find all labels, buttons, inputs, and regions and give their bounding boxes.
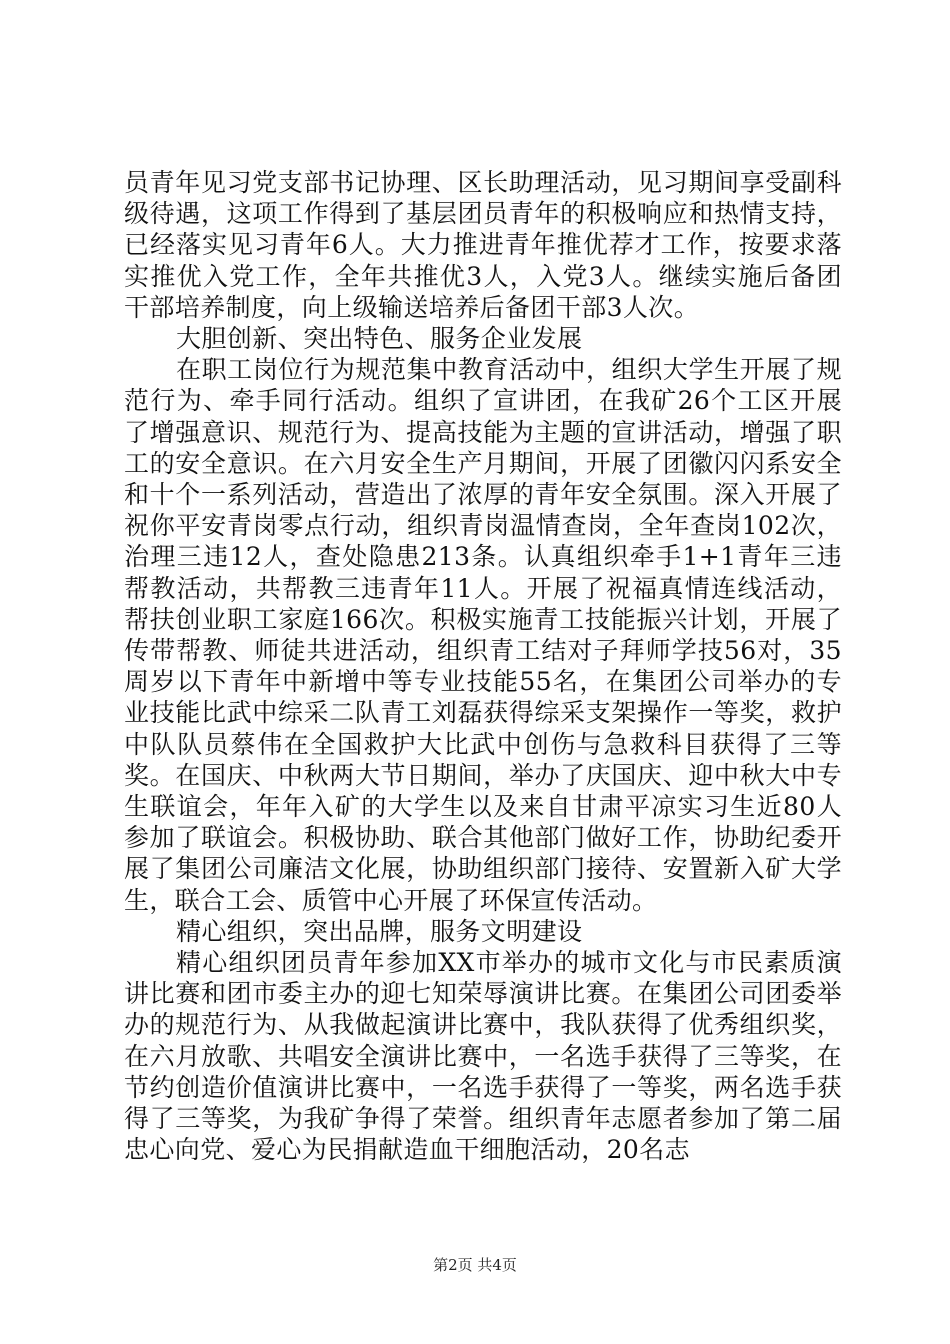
section-heading-innovation: 大胆创新、突出特色、服务企业发展 [176,324,583,354]
paragraph-innovation-body: 在职工岗位行为规范集中教育活动中，组织大学生开展了规范行为、牵手同行活动。组织了宣讲团，在我矿26个工区开展了增强意识、规范行为、提高技能为主题的宣讲活动，增强了职工的安全意识。在六月安全生产月期间，开展了团徽闪闪系安全和十个一系列活动，营造出了浓厚的青年安全氛围。深入开展了祝你平安青岗零点行动，组织青岗温情查岗，全年查岗102次，治理三违12人，查处隐患213条。认真组织牵手1+1青年三违帮教活动，共帮教三违青年11人。开展了祝福真情连线活动，帮扶创业职工家庭166次。积极实施青工技能振兴计划，开展了传带帮教、师徒共进活动，组织青工结对子拜师学技56对，35周岁以下青年中新增中等专业技能55名，在集团公司举办的专业技能比武中综采二队青工刘磊获得综采支架操作一等奖，救护中队队员蔡伟在全国救护大比武中创伤与急救科目获得了三等奖。在国庆、中秋两大节日期间，举办了庆国庆、迎中秋大中专生联谊会，年年入矿的大学生以及来自甘肃平凉实习生近80人参加了联谊会。积极协助、联合其他部门做好工作，协助纪委开展了集团公司廉洁文化展，协助组织部门接待、安置新入矿大学生，联合工会、质管中心开展了环保宣传活动。 [124,355,842,915]
document-body [124,167,842,1166]
page-number-footer: 第2页 共4页 [433,1256,517,1274]
section-heading-civilization: 精心组织，突出品牌，服务文明建设 [176,916,583,946]
paragraph-civilization-body: 精心组织团员青年参加XX市举办的城市文化与市民素质演讲比赛和团市委主办的迎七知荣辱演讲比赛。在集团公司团委举办的规范行为、从我做起演讲比赛中，我队获得了优秀组织奖，在六月放歌、共唱安全演讲比赛中，一名选手获得了三等奖，在节约创造价值演讲比赛中，一名选手获得了一等奖，两名选手获得了三等奖，为我矿争得了荣誉。组织青年志愿者参加了第二届忠心向党、爱心为民捐献造血干细胞活动，20名志 [124,948,842,1165]
paragraph-continuation: 员青年见习党支部书记协理、区长助理活动，见习期间享受副科级待遇，这项工作得到了基层团员青年的积极响应和热情支持，已经落实见习青年6人。大力推进青年推优荐才工作，按要求落实推优入党工作，全年共推优3人，入党3人。继续实施后备团干部培养制度，向上级输送培养后备团干部3人次。 [124,168,842,322]
